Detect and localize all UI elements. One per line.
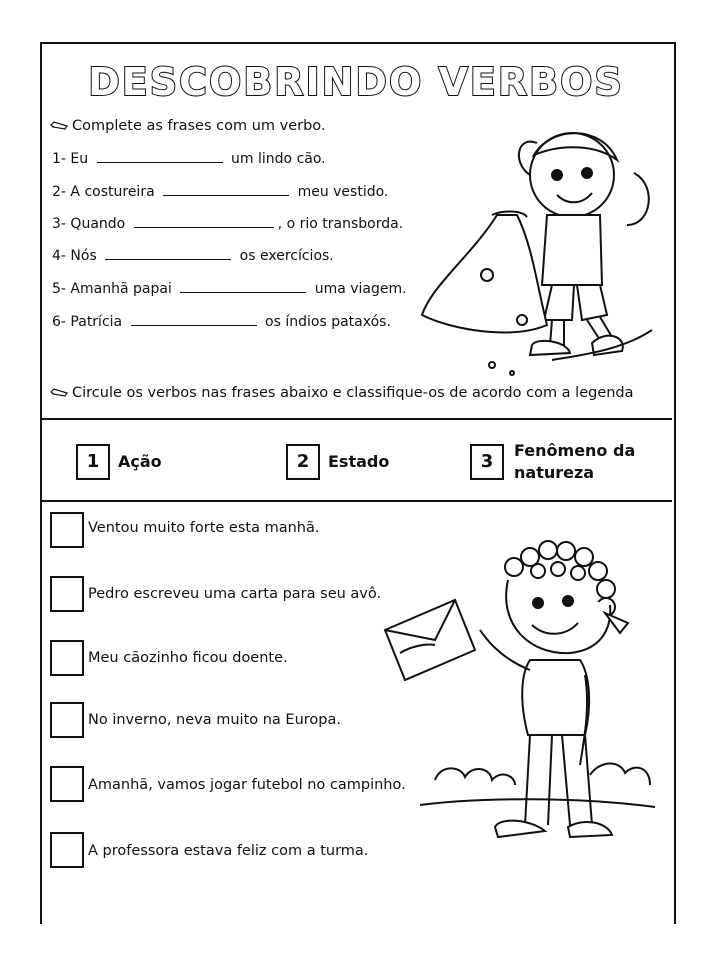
item-after: meu vestido. xyxy=(297,184,389,200)
legend-label-state: Estado xyxy=(328,452,390,471)
instruction-complete: Complete as frases com um verbo. xyxy=(72,118,326,134)
item-number: 2- xyxy=(52,184,66,200)
answer-blank[interactable] xyxy=(163,183,289,196)
item-after: uma viagem. xyxy=(314,281,407,297)
answer-box[interactable] xyxy=(50,640,84,676)
item-after: um lindo cão. xyxy=(231,151,326,167)
legend-number-box: 3 xyxy=(470,444,504,480)
page-title: DESCOBRINDO VERBOS xyxy=(88,60,624,104)
item-after: , o rio transborda. xyxy=(277,216,404,232)
item-number: 1- xyxy=(52,151,66,167)
item-number: 4- xyxy=(52,248,66,264)
fill-item-6 xyxy=(52,313,391,330)
answer-blank[interactable] xyxy=(134,215,274,228)
answer-blank[interactable] xyxy=(97,150,223,163)
legend-number-box: 1 xyxy=(76,444,110,480)
sentence-1: Ventou muito forte esta manhã. xyxy=(88,520,320,536)
legend-label-nature: Fenômeno da natureza xyxy=(514,441,636,482)
sentence-3: Meu cãozinho ficou doente. xyxy=(88,650,288,666)
girl-holding-dress-illustration xyxy=(412,115,662,385)
legend-box xyxy=(40,418,672,502)
item-before: Nós xyxy=(70,248,97,264)
answer-box[interactable] xyxy=(50,702,84,738)
instruction-classify: Circule os verbos nas frases abaixo e classifique-os de acordo com a legenda xyxy=(72,385,634,401)
legend-label-action: Ação xyxy=(118,452,162,471)
answer-box[interactable] xyxy=(50,576,84,612)
item-after: os índios pataxós. xyxy=(265,314,391,330)
sentence-5: Amanhã, vamos jogar futebol no campinho. xyxy=(88,777,406,793)
answer-box[interactable] xyxy=(50,832,84,868)
fill-item-2 xyxy=(52,183,388,200)
fill-item-5 xyxy=(52,280,407,297)
fill-item-1 xyxy=(52,150,326,167)
item-number: 3- xyxy=(52,216,66,232)
item-before: Patrícia xyxy=(70,314,123,330)
item-before: A costureira xyxy=(70,184,155,200)
sentence-4: No inverno, neva muito na Europa. xyxy=(88,712,341,728)
answer-box[interactable] xyxy=(50,512,84,548)
answer-blank[interactable] xyxy=(180,280,306,293)
item-before: Quando xyxy=(70,216,126,232)
pencil-icon xyxy=(50,120,68,130)
sentence-6: A professora estava feliz com a turma. xyxy=(88,843,369,859)
fill-item-3 xyxy=(52,215,403,232)
item-number: 6- xyxy=(52,314,66,330)
item-before: Amanhã papai xyxy=(70,281,172,297)
item-number: 5- xyxy=(52,281,66,297)
fill-item-4 xyxy=(52,247,334,264)
item-before: Eu xyxy=(70,151,89,167)
answer-blank[interactable] xyxy=(105,247,231,260)
boy-holding-letter-illustration xyxy=(380,535,670,865)
pencil-icon xyxy=(50,387,68,397)
answer-box[interactable] xyxy=(50,766,84,802)
item-after: os exercícios. xyxy=(239,248,334,264)
sentence-2: Pedro escreveu uma carta para seu avô. xyxy=(88,586,382,602)
answer-blank[interactable] xyxy=(131,313,257,326)
legend-number-box: 2 xyxy=(286,444,320,480)
